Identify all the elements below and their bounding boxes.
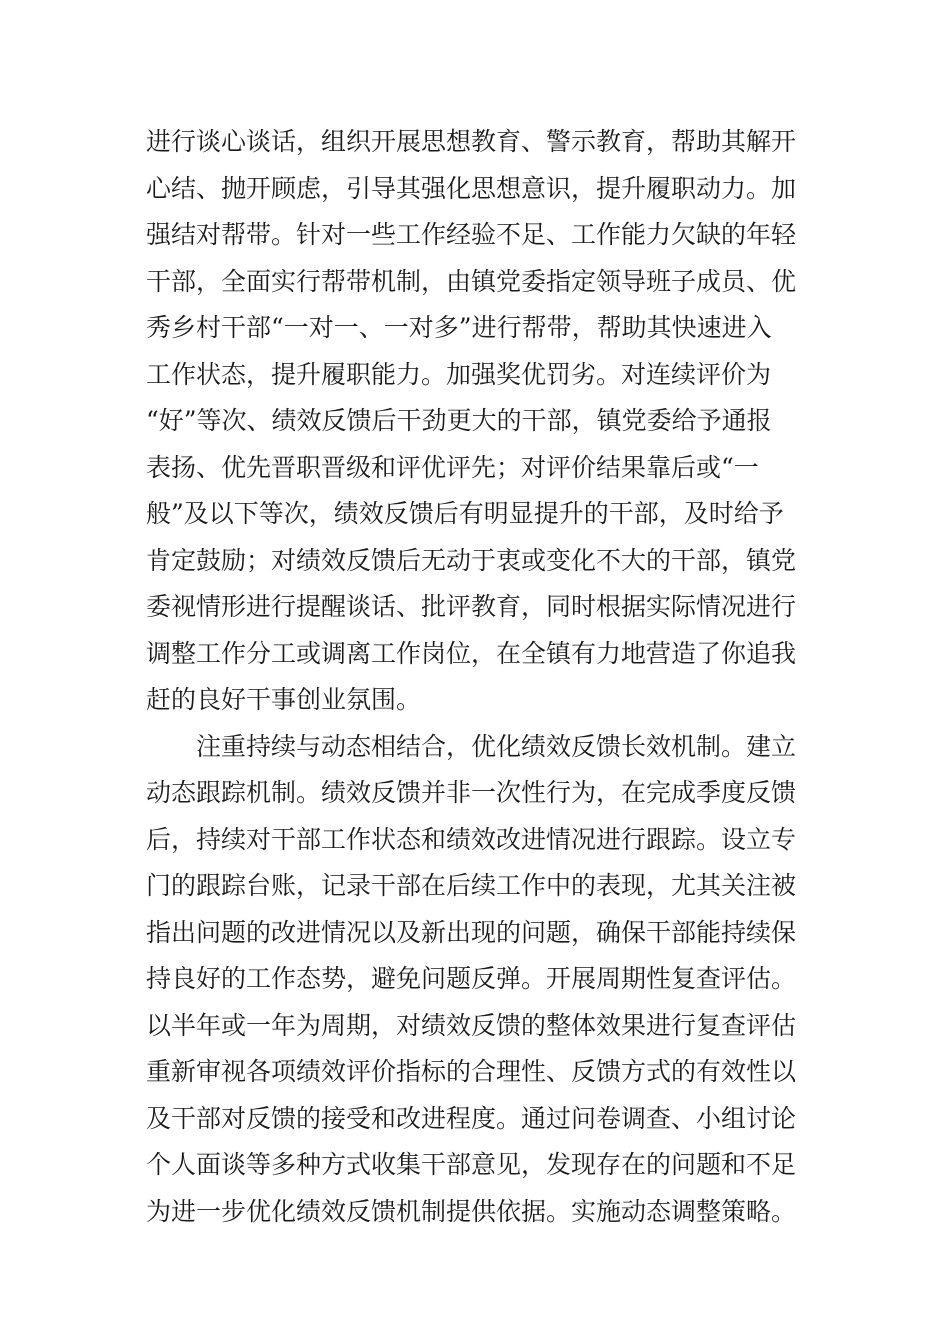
text-line: 门的跟踪台账，记录干部在后续工作中的表现，尤其关注被 — [146, 871, 797, 900]
body-text — [146, 119, 826, 1235]
paragraph-start-line: 注重持续与动态相结合，优化绩效反馈长效机制。建立 — [146, 731, 797, 761]
text-line: 指出问题的改进情况以及新出现的问题，确保干部能持续保 — [146, 917, 797, 947]
text-line: 以半年或一年为周期，对绩效反馈的整体效果进行复查评估 — [146, 1010, 797, 1040]
text-line: 般”及以下等次，绩效反馈后有明显提升的干部，及时给予 — [146, 499, 784, 528]
text-line: 后，持续对干部工作状态和绩效改进情况进行跟踪。设立专 — [146, 824, 797, 854]
text-line: 强结对帮带。针对一些工作经验不足、工作能力欠缺的年轻 — [146, 220, 797, 249]
text-line: 持良好的工作态势，避免问题反弹。开展周期性复查评估。 — [146, 964, 797, 993]
text-line: 秀乡村干部“一对一、一对多”进行帮带，帮助其快速进入 — [146, 313, 772, 342]
text-line: 委视情形进行提醒谈话、批评教育，同时根据实际情况进行 — [146, 592, 797, 621]
text-line: 赶的良好干事创业氛围。 — [146, 685, 422, 714]
text-line: “好”等次、绩效反馈后干劲更大的干部，镇党委给予通报 — [146, 406, 772, 435]
text-line: 干部，全面实行帮带机制，由镇党委指定领导班子成员、优 — [146, 266, 797, 296]
text-line: 表扬、优先晋职晋级和评优评先；对评价结果靠后或“一 — [146, 452, 759, 482]
text-line: 心结、抛开顾虑，引导其强化思想意识，提升履职动力。加 — [146, 173, 797, 203]
text-line: 工作状态，提升履职能力。加强奖优罚劣。对连续评价为 — [146, 359, 772, 389]
text-line: 调整工作分工或调离工作岗位，在全镇有力地营造了你追我 — [146, 638, 797, 668]
text-line: 肯定鼓励；对绩效反馈后无动于衷或变化不大的干部，镇党 — [146, 545, 797, 575]
text-line: 进行谈心谈话，组织开展思想教育、警示教育，帮助其解开 — [146, 127, 797, 156]
text-line: 为进一步优化绩效反馈机制提供依据。实施动态调整策略。 — [146, 1196, 797, 1226]
text-line: 个人面谈等多种方式收集干部意见，发现存在的问题和不足 — [146, 1150, 797, 1179]
text-line: 重新审视各项绩效评价指标的合理性、反馈方式的有效性以 — [146, 1057, 797, 1086]
text-line: 动态跟踪机制。绩效反馈并非一次性行为，在完成季度反馈 — [146, 778, 797, 807]
text-line: 及干部对反馈的接受和改进程度。通过问卷调查、小组讨论 — [146, 1103, 797, 1133]
